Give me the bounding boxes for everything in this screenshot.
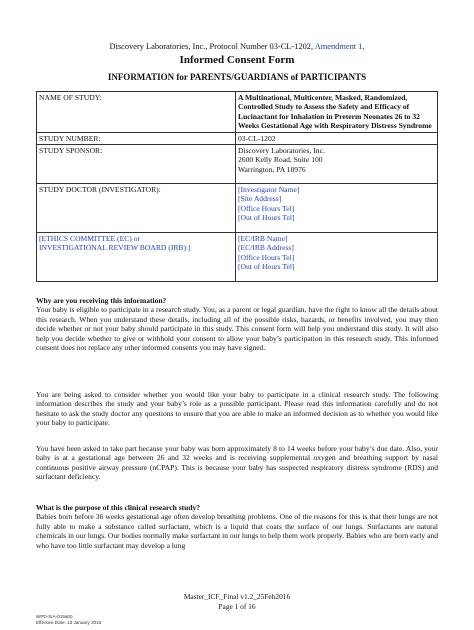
study-doctor-row bbox=[37, 184, 438, 233]
protocol-line: Discovery Laboratories, Inc., Protocol Number 03-CL-1202, bbox=[109, 42, 314, 51]
study-number-row bbox=[37, 132, 438, 144]
sponsor-address-line1: 2600 Kelly Road, Suite 100 bbox=[238, 155, 323, 165]
why-paragraph-3: You have been asked to take part because your baby was born approximately 8 to 14 weeks before your baby’s due date. Also, your baby is at a gestational age between 26 and 32 weeks and is receiving supplemental oxygen and breathing support by nasal continuous positive airway pressure (nCPAP). This is because your baby has suspected respiratory distress syndrome (RDS) and surfactant deficiency. bbox=[36, 444, 438, 482]
why-heading: Why are you receiving this information? bbox=[36, 296, 167, 305]
out-of-hours-tel: [Out of Hours Tel] bbox=[238, 213, 295, 223]
purpose-paragraph-1: Babies born before 36 weeks gestational age often develop breathing problems. One of the reasons for this is that their lungs are not fully able to make a substance called surfactant, which is a liquid that coats the surface of our lungs. Surfactants are natural chemicals in our lungs. Our bodies normally make surfactant in our lungs to help them work properly. Babies who are born early and who have too little surfactant may develop a lung bbox=[36, 512, 438, 550]
amendment-label: Amendment 1, bbox=[314, 42, 365, 51]
form-id: WPD-SIA-019a00 bbox=[36, 614, 73, 619]
form-subtitle: INFORMATION for PARENTS/GUARDIANS of PARTICIPANTS bbox=[107, 72, 367, 82]
study-name-row bbox=[37, 92, 438, 133]
study-number-label: STUDY NUMBER: bbox=[37, 132, 236, 144]
ec-irb-address: [EC/IRB Address] bbox=[238, 243, 294, 253]
study-name-label: NAME OF STUDY: bbox=[37, 92, 236, 133]
study-doctor-value bbox=[236, 184, 438, 233]
ethics-label-line1: [ETHICS COMMITTEE (EC) or bbox=[39, 234, 141, 244]
page-footer bbox=[0, 592, 474, 611]
purpose-heading: What is the purpose of this clinical research study? bbox=[36, 503, 201, 512]
ec-office-hours-tel: [Office Hours Tel] bbox=[238, 252, 295, 262]
study-name-value: A Multinational, Multicenter, Masked, Randomized, Controlled Study to Assess the Safety and Efficacy of Lucinactant for Inhalation in Preterm Neonates 26 to 32 Weeks Gestational Age with Respiratory Distress Syndrome bbox=[236, 92, 438, 133]
ec-irb-name: [EC/IRB Name] bbox=[238, 234, 288, 244]
purpose-section bbox=[36, 503, 438, 550]
study-info-table bbox=[36, 91, 438, 282]
study-sponsor-label: STUDY SPONSOR: bbox=[37, 145, 236, 184]
study-number-value: 03-CL-1202 bbox=[236, 132, 438, 144]
form-title: Informed Consent Form bbox=[179, 54, 295, 66]
why-paragraph-3-block bbox=[36, 444, 438, 482]
form-id-footer bbox=[36, 614, 101, 626]
site-address: [Site Address] bbox=[238, 194, 282, 204]
study-doctor-label: STUDY DOCTOR (INVESTIGATOR): bbox=[37, 184, 236, 233]
protocol-header bbox=[0, 42, 474, 51]
why-paragraph-2: You are being asked to consider whether you would like your baby to participate in a clinical research study. The following information describes the study and your baby’s role as a possible participant. Please read this information carefully and do not hesitate to ask the study doctor any questions to ensure that you are able to make an informed decision as to whether you would like your baby to participate. bbox=[36, 390, 438, 428]
why-paragraph-1: Your baby is eligible to participate in a research study. You, as a parent or legal guardian, have the right to know all the details about this research. When you understand these details, including all of the possible risks, hazards, or benefits involved, you may then decide whether or not your baby should participate in this study. This consent form will help you understand this study. It will also help you decide whether to give or withhold your consent to allow your baby’s participation in this research study. This informed consent does not replace any other informed consents you may have signed. bbox=[36, 305, 438, 353]
document-version: Master_ICF_Final v1.2_25Feb2016 bbox=[183, 592, 291, 601]
study-sponsor-value bbox=[236, 145, 438, 184]
ethics-label-line2: INVESTIGATIONAL REVIEW BOARD (IRB):] bbox=[39, 243, 191, 253]
sponsor-name: Discovery Laboratories, Inc. bbox=[238, 146, 325, 156]
sponsor-address-line2: Warrington, PA 18976 bbox=[238, 164, 306, 174]
investigator-name: [Investigator Name] bbox=[238, 185, 300, 195]
effective-date: Effective Date: 13 January 2015 bbox=[36, 620, 102, 625]
ec-out-of-hours-tel: [Out of Hours Tel] bbox=[238, 262, 295, 272]
ethics-committee-row bbox=[37, 233, 438, 282]
office-hours-tel: [Office Hours Tel] bbox=[238, 203, 295, 213]
why-paragraph-2-block bbox=[36, 390, 438, 428]
page-number: Page 1 of 16 bbox=[218, 601, 256, 611]
ethics-committee-value bbox=[236, 233, 438, 282]
study-sponsor-row bbox=[37, 145, 438, 184]
ethics-committee-label bbox=[37, 233, 236, 282]
why-section bbox=[36, 296, 438, 353]
